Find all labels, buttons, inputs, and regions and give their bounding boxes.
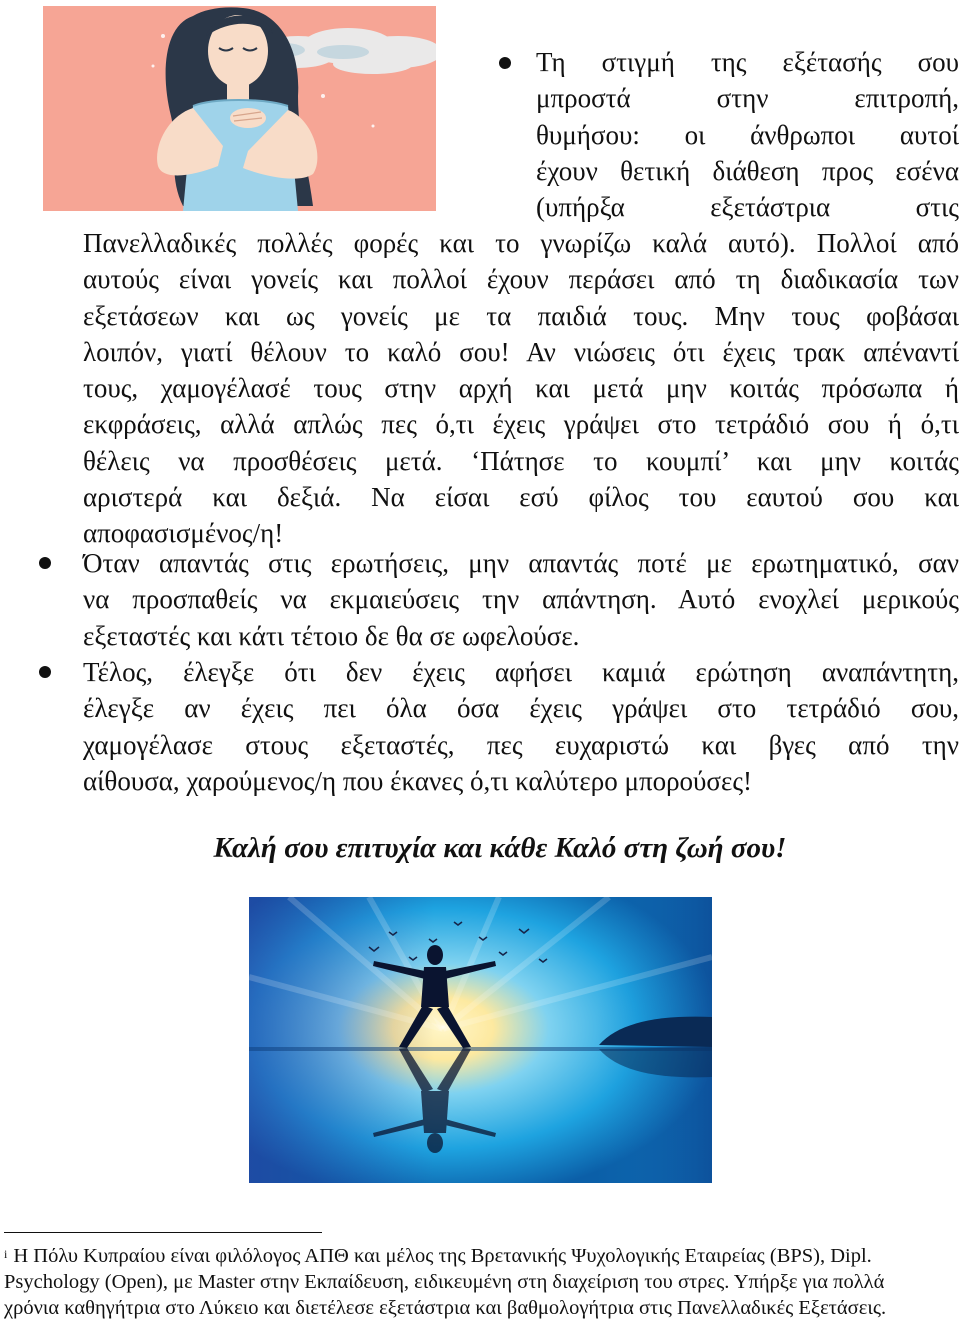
text-line: Όταν απαντάς στις ερωτήσεις, μην απαντάς ποτέ με ερωτηματικό, σαν bbox=[83, 548, 959, 578]
footnote-divider bbox=[4, 1232, 322, 1233]
footnote-line bbox=[4, 1243, 959, 1269]
closing-wish: Καλή σου επιτυχία και κάθε Καλό στη ζωή σου! bbox=[213, 832, 787, 864]
text-line: εξετάσεων και ως γονείς με τα παιδιά τους. Μην τους φοβάσαι bbox=[83, 300, 959, 331]
text-line: χαμογέλασε στους εξεταστές, πες ευχαριστώ και βγες από την bbox=[83, 729, 959, 760]
bullet-point bbox=[39, 557, 51, 569]
text-line: έλεγξε αν έχεις πει όλα όσα έχεις γράψει στο τετράδιό σου, bbox=[83, 693, 959, 724]
footnote-line: Psychology (Open), με Master στην Εκπαίδευση, ειδικευμένη στη διαχείριση του στρες. Υπήρξε για πολλά bbox=[4, 1271, 885, 1293]
footnote-text: Η Πόλυ Κυπραίου είναι φιλόλογος ΑΠΘ και μέλος της Βρετανικής Ψυχολογικής Εταιρείας (BPS), Dipl. bbox=[13, 1245, 872, 1267]
text-line: θυμήσου: οι άνθρωποι αυτοί bbox=[536, 119, 959, 150]
text-line: Τη στιγμή της εξέτασής σου bbox=[536, 47, 959, 77]
text-line: Πανελλαδικές πολλές φορές και το γνωρίζω καλά αυτό). Πολλοί από bbox=[83, 228, 959, 258]
silhouette-reflection-image bbox=[249, 897, 712, 1183]
text-line: λοιπόν, γιατί θέλουν το καλό σου! Αν νιώσεις ότι έχεις τρακ απέναντί bbox=[83, 336, 959, 367]
footnote-marker: i bbox=[4, 1247, 8, 1261]
breathing-woman-illustration bbox=[43, 6, 436, 211]
text-line: αίθουσα, χαρούμενος/η που έκανες ό,τι καλύτερο μπορούσες! bbox=[83, 765, 753, 796]
text-line: αυτούς είναι γονείς και πολλοί έχουν περάσει από τη διαδικασία των bbox=[83, 264, 959, 295]
text-line: αποφασισμένος/η! bbox=[83, 518, 284, 549]
text-line: μπροστά στην επιτροπή, bbox=[536, 83, 959, 114]
footnote-line: χρόνια καθηγήτρια στο Λύκειο και διετέλεσε εξετάστρια και βαθμολογήτρια στις Πανελλαδικές Εξετάσεις. bbox=[4, 1297, 887, 1319]
text-line: αριστερά και δεξιά. Να είσαι εσύ φίλος του εαυτού σου και bbox=[83, 482, 959, 513]
text-line: τους, χαμογέλασέ τους στην αρχή και μετά μην κοιτάς πρόσωπα ή bbox=[83, 373, 959, 404]
bullet-1-beside-image bbox=[536, 44, 959, 225]
text-line: έχουν θετική διάθεση προς εσένα bbox=[536, 155, 959, 186]
text-line: να προσπαθείς να εκμαιεύσεις την απάντηση. Αυτό ενοχλεί μερικούς bbox=[83, 584, 959, 615]
bullet-point bbox=[39, 666, 51, 678]
text-line: (υπήρξα εξετάστρια στις bbox=[536, 192, 959, 223]
footnote bbox=[4, 1243, 959, 1321]
text-line: θέλεις να προσθέσεις μετά. ‘Πάτησε το κουμπί’ και μην κοιτάς bbox=[83, 445, 959, 476]
bullet-3 bbox=[83, 654, 959, 799]
bullet-2 bbox=[83, 545, 959, 654]
text-line: Τέλος, έλεγξε ότι δεν έχεις αφήσει καμιά ερώτηση αναπάντητη, bbox=[83, 657, 959, 687]
text-line: εκφράσεις, αλλά απλώς πες ό,τι έχεις γράψει στο τετράδιό σου ή ό,τι bbox=[83, 409, 959, 440]
bullet-1-continued bbox=[83, 225, 959, 552]
text-line: εξεταστές και κάτι τέτοιο δε θα σε ωφελούσε. bbox=[83, 620, 580, 651]
bullet-point bbox=[499, 57, 511, 69]
